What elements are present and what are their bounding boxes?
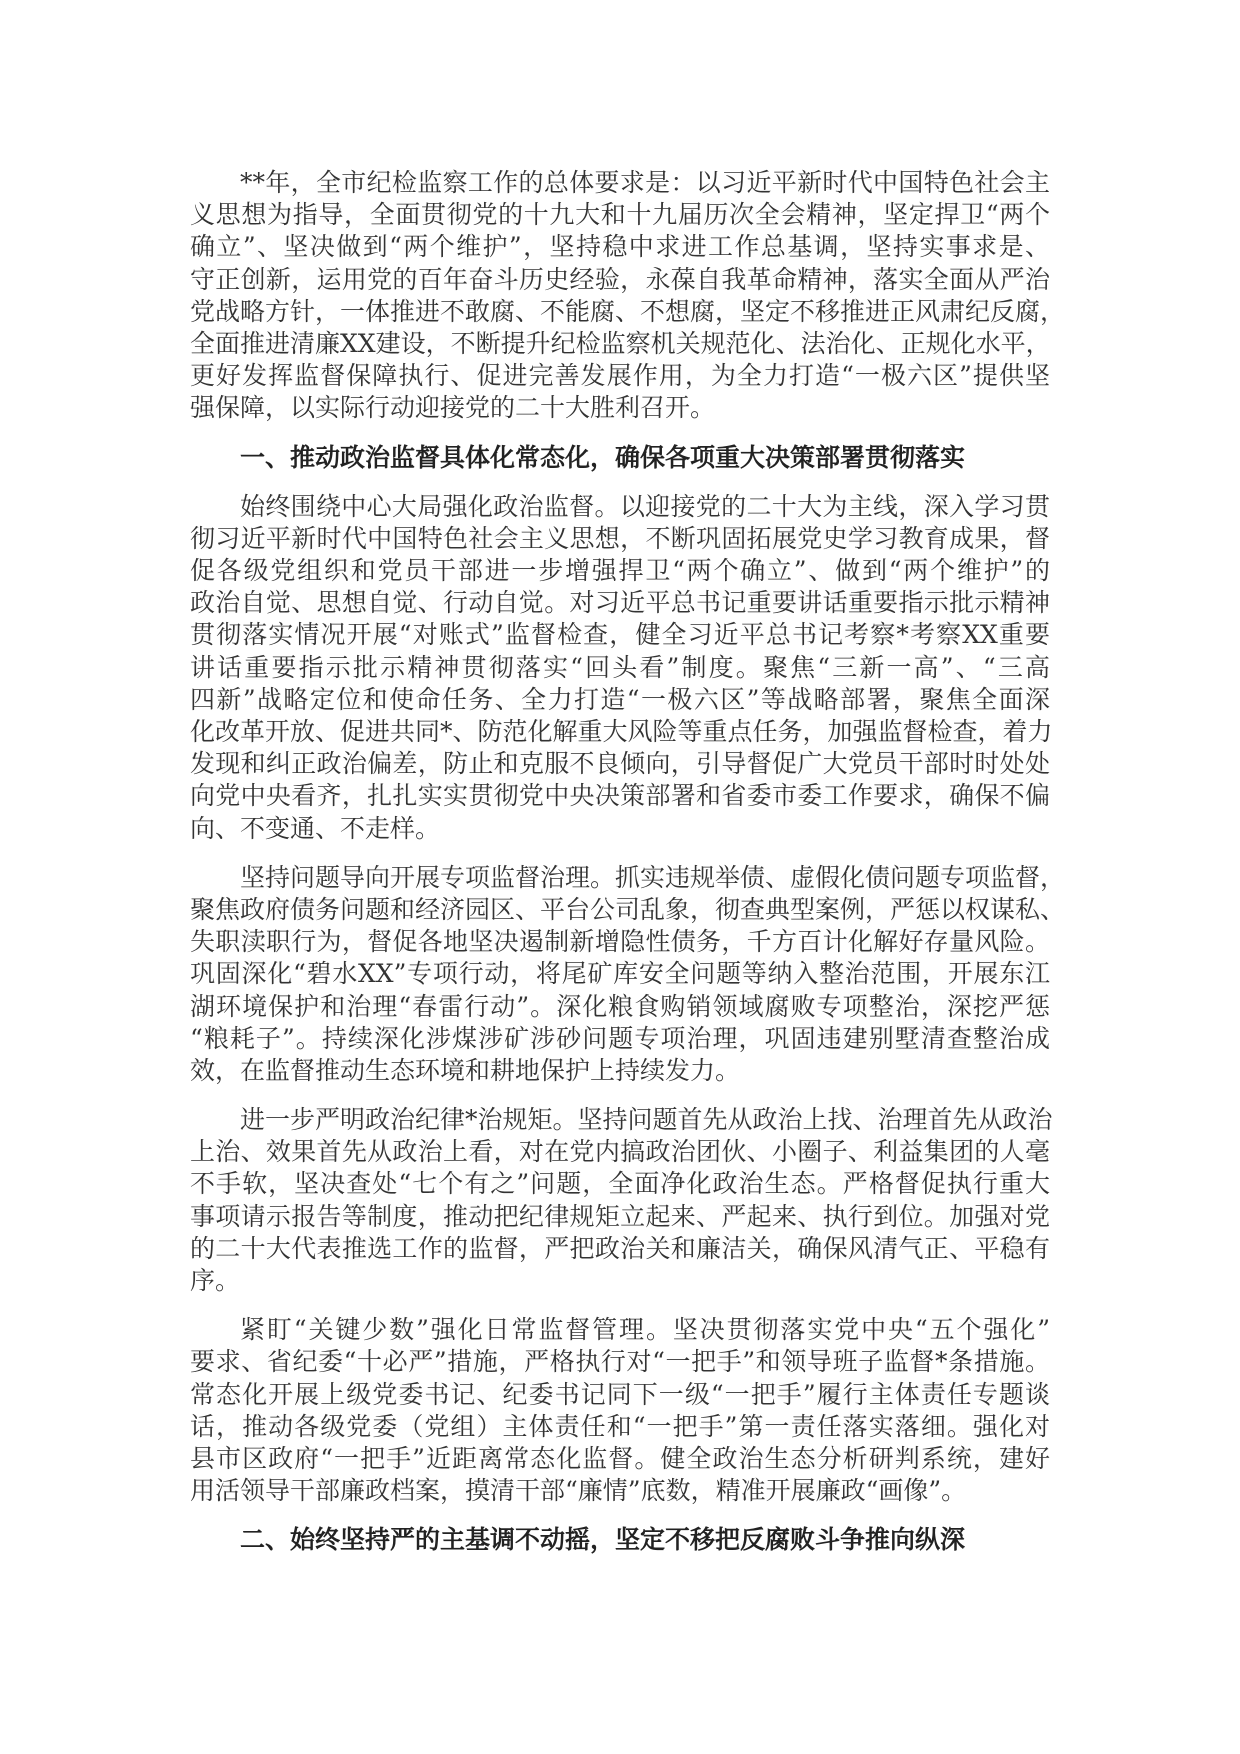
- paragraph-line: 贯彻落实情况开展“对账式”监督检查，健全习近平总书记考察*考察XX重要: [190, 620, 1050, 650]
- paragraph-line: 用活领导干部廉政档案，摸清干部“廉情”底数，精准开展廉政“画像”。: [190, 1476, 967, 1506]
- paragraph-line: 湖环境保护和治理“春雷行动”。深化粮食购销领域腐败专项整治，深挖严惩: [190, 991, 1050, 1021]
- paragraph-line: 话，推动各级党委（党组）主体责任和“一把手”第一责任落实落细。强化对: [190, 1411, 1050, 1441]
- paragraph-line: 政治自觉、思想自觉、行动自觉。对习近平总书记重要讲话重要指示批示精神: [190, 588, 1050, 618]
- paragraph-line: 更好发挥监督保障执行、促进完善发展作用，为全力打造“一极六区”提供坚: [190, 361, 1050, 391]
- paragraph-line: 确立”、坚决做到“两个维护”，坚持稳中求进工作总基调，坚持实事求是、: [190, 232, 1050, 262]
- paragraph-line: 讲话重要指示批示精神贯彻落实“回头看”制度。聚焦“三新一高”、“三高: [190, 652, 1050, 682]
- paragraph-line: 效，在监督推动生态环境和耕地保护上持续发力。: [190, 1055, 741, 1085]
- document-body: [190, 167, 1066, 1574]
- paragraph-line: 聚焦政府债务问题和经济园区、平台公司乱象，彻查典型案例，严惩以权谋私、: [190, 894, 1066, 924]
- body-paragraph: [190, 491, 1053, 845]
- paragraph-line: 发现和纠正政治偏差，防止和克服不良倾向，引导督促广大党员干部时时处处: [190, 749, 1050, 779]
- heading-text: 二、始终坚持严的主基调不动摇，坚定不移把反腐败斗争推向纵深: [240, 1525, 966, 1555]
- paragraph-line: 失职渎职行为，督促各地坚决遏制新增隐性债务，千方百计化解好存量风险。: [190, 927, 1050, 957]
- paragraph-line: 上治、效果首先从政治上看，对在党内搞政治团伙、小圈子、利益集团的人毫: [190, 1137, 1050, 1167]
- paragraph-line: 紧盯“关键少数”强化日常监督管理。坚决贯彻落实党中央“五个强化”: [240, 1315, 1050, 1345]
- paragraph-line: 四新”战略定位和使命任务、全力打造“一极六区”等战略部署，聚焦全面深: [190, 684, 1050, 714]
- paragraph-line: 化改革开放、促进共同*、防范化解重大风险等重点任务，加强监督检查，着力: [190, 717, 1053, 746]
- paragraph-line: 向、不变通、不走样。: [190, 813, 441, 843]
- paragraph-line: 义思想为指导，全面贯彻党的十九大和十九届历次全会精神，坚定捍卫“两个: [190, 200, 1050, 230]
- paragraph-line: 彻习近平新时代中国特色社会主义思想，不断巩固拓展党史学习教育成果，督: [190, 523, 1050, 553]
- paragraph-line: 党战略方针，一体推进不敢腐、不能腐、不想腐，坚定不移推进正风肃纪反腐，: [190, 296, 1066, 326]
- paragraph-line: 不手软，坚决查处“七个有之”问题，全面净化政治生态。严格督促执行重大: [190, 1169, 1050, 1199]
- body-paragraph: [190, 1104, 1053, 1297]
- body-paragraph: [190, 862, 1066, 1087]
- paragraph-line: 常态化开展上级党委书记、纪委书记同下一级“一把手”履行主体责任专题谈: [190, 1379, 1050, 1409]
- paragraph-line: 向党中央看齐，扎扎实实贯彻党中央决策部署和省委市委工作要求，确保不偏: [190, 781, 1050, 811]
- paragraph-line: 坚持问题导向开展专项监督治理。抓实违规举债、虚假化债问题专项监督，: [240, 862, 1066, 892]
- paragraph-line: 巩固深化“碧水XX”专项行动，将尾矿库安全问题等纳入整治范围，开展东江: [190, 959, 1050, 989]
- section-heading: [190, 1524, 1050, 1556]
- paragraph-line: 的二十大代表推选工作的监督，严把政治关和廉洁关，确保风清气正、平稳有: [190, 1233, 1050, 1263]
- paragraph-line: 事项请示报告等制度，推动把纪律规矩立起来、严起来、执行到位。加强对党: [190, 1201, 1050, 1231]
- paragraph-line: 守正创新，运用党的百年奋斗历史经验，永葆自我革命精神，落实全面从严治: [190, 264, 1050, 294]
- body-paragraph: [190, 1314, 1050, 1507]
- paragraph-line: 始终围绕中心大局强化政治监督。以迎接党的二十大为主线，深入学习贯: [240, 491, 1050, 521]
- paragraph-line: 强保障，以实际行动迎接党的二十大胜利召开。: [190, 393, 716, 423]
- paragraph-line: **年，全市纪检监察工作的总体要求是：以习近平新时代中国特色社会主: [240, 168, 1050, 197]
- paragraph-line: 促各级党组织和党员干部进一步增强捍卫“两个确立”、做到“两个维护”的: [190, 556, 1050, 586]
- paragraph-line: 序。: [190, 1266, 241, 1295]
- section-heading: [190, 442, 1050, 474]
- paragraph-line: “粮耗子”。持续深化涉煤涉矿涉砂问题专项治理，巩固违建别墅清查整治成: [190, 1023, 1050, 1053]
- heading-text: 一、推动政治监督具体化常态化，确保各项重大决策部署贯彻落实: [240, 442, 966, 472]
- body-paragraph: [190, 167, 1066, 425]
- paragraph-line: 全面推进清廉XX建设，不断提升纪检监察机关规范化、法治化、正规化水平，: [190, 328, 1051, 358]
- paragraph-line: 县市区政府“一把手”近距离常态化监督。健全政治生态分析研判系统，建好: [190, 1443, 1050, 1473]
- paragraph-line: 进一步严明政治纪律*治规矩。坚持问题首先从政治上找、治理首先从政治: [240, 1105, 1053, 1135]
- paragraph-line: 要求、省纪委“十必严”措施，严格执行对“一把手”和领导班子监督*条措施。: [190, 1347, 1050, 1377]
